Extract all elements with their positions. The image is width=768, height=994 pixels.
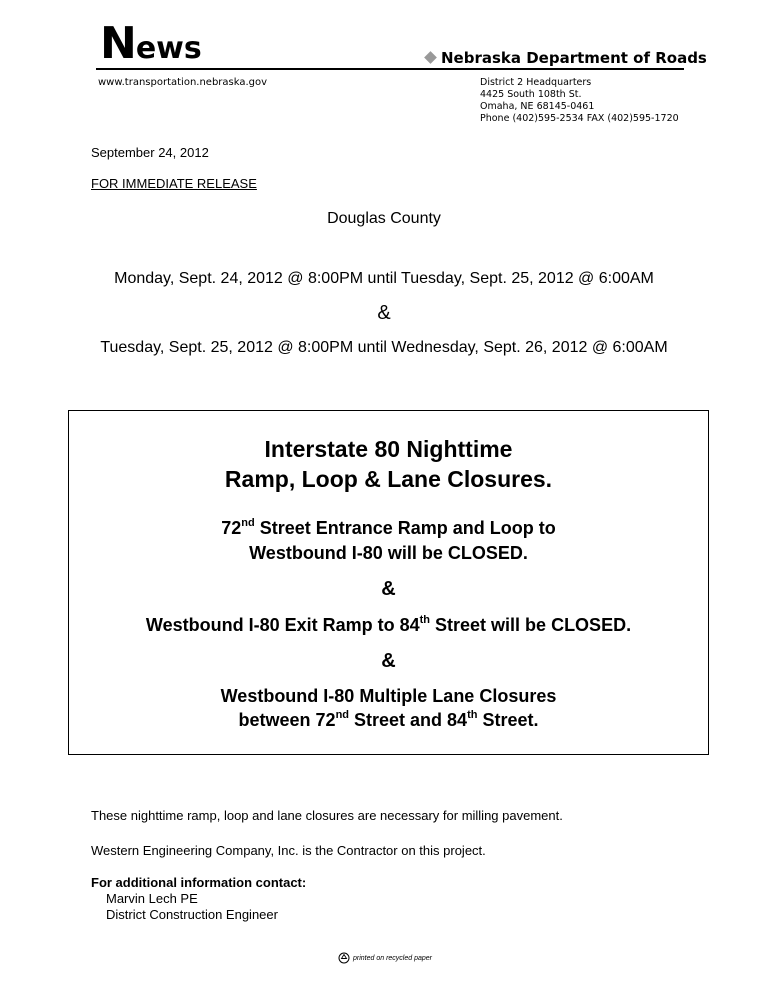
detail-text: Street. <box>477 710 539 730</box>
department-name <box>426 49 707 67</box>
schedule-ampersand: & <box>377 302 391 324</box>
news-logo <box>100 18 202 69</box>
diamond-icon <box>424 51 437 64</box>
schedule-line-1: Monday, Sept. 24, 2012 @ 8:00PM until Tuesday, Sept. 25, 2012 @ 6:00AM <box>114 270 654 287</box>
recycled-paper-note <box>338 952 432 964</box>
closure-detail-line-5 <box>68 710 709 731</box>
closure-detail-line-3 <box>68 615 709 636</box>
closure-reason-paragraph: These nighttime ramp, loop and lane closures are necessary for milling pavement. <box>91 808 563 823</box>
release-date: September 24, 2012 <box>91 145 209 160</box>
news-logo-rest: ews <box>135 31 202 66</box>
detail-text: Street will be CLOSED. <box>430 615 632 635</box>
closure-ampersand-1: & <box>381 578 396 600</box>
recycled-label: printed on recycled paper <box>353 954 432 962</box>
closure-ampersand-2: & <box>381 650 396 672</box>
website-url: www.transportation.nebraska.gov <box>98 77 268 88</box>
news-logo-initial: N <box>100 18 136 69</box>
address-line: Omaha, NE 68145-0461 <box>480 101 595 112</box>
release-type: FOR IMMEDIATE RELEASE <box>91 176 257 191</box>
ordinal-suffix: nd <box>241 517 255 529</box>
recycle-icon <box>338 952 350 964</box>
closure-detail-line-1 <box>68 518 709 539</box>
ordinal-suffix: nd <box>335 709 350 721</box>
header-rule <box>96 68 684 70</box>
contact-heading: For additional information contact: <box>91 875 307 890</box>
closure-detail-line-4: Westbound I-80 Multiple Lane Closures <box>220 686 557 706</box>
closure-detail-line-2: Westbound I-80 will be CLOSED. <box>249 543 528 563</box>
contractor-paragraph: Western Engineering Company, Inc. is the Contractor on this project. <box>91 843 486 858</box>
address-line: District 2 Headquarters <box>480 77 592 88</box>
contact-name: Marvin Lech PE <box>106 891 198 906</box>
contact-title: District Construction Engineer <box>106 907 278 922</box>
detail-text: Westbound I-80 Exit Ramp to 84 <box>145 615 420 635</box>
address-line: Phone (402)595-2534 FAX (402)595-1720 <box>480 113 679 124</box>
county-heading: Douglas County <box>327 210 441 227</box>
ordinal-suffix: th <box>467 709 478 721</box>
address-block <box>480 77 679 125</box>
address-line: 4425 South 108th St. <box>480 89 582 100</box>
ordinal-suffix: th <box>419 614 431 626</box>
detail-text: Street Entrance Ramp and Loop to <box>254 518 556 538</box>
department-label: Nebraska Department of Roads <box>441 49 707 67</box>
schedule-line-2: Tuesday, Sept. 25, 2012 @ 8:00PM until Wednesday, Sept. 26, 2012 @ 6:00AM <box>100 339 668 356</box>
detail-text: Street and 84 <box>349 710 468 730</box>
detail-text: 72 <box>221 518 242 538</box>
detail-text: between 72 <box>238 710 336 730</box>
closure-title-line-1: Interstate 80 Nighttime <box>264 436 513 462</box>
closure-title-line-2: Ramp, Loop & Lane Closures. <box>224 466 553 492</box>
